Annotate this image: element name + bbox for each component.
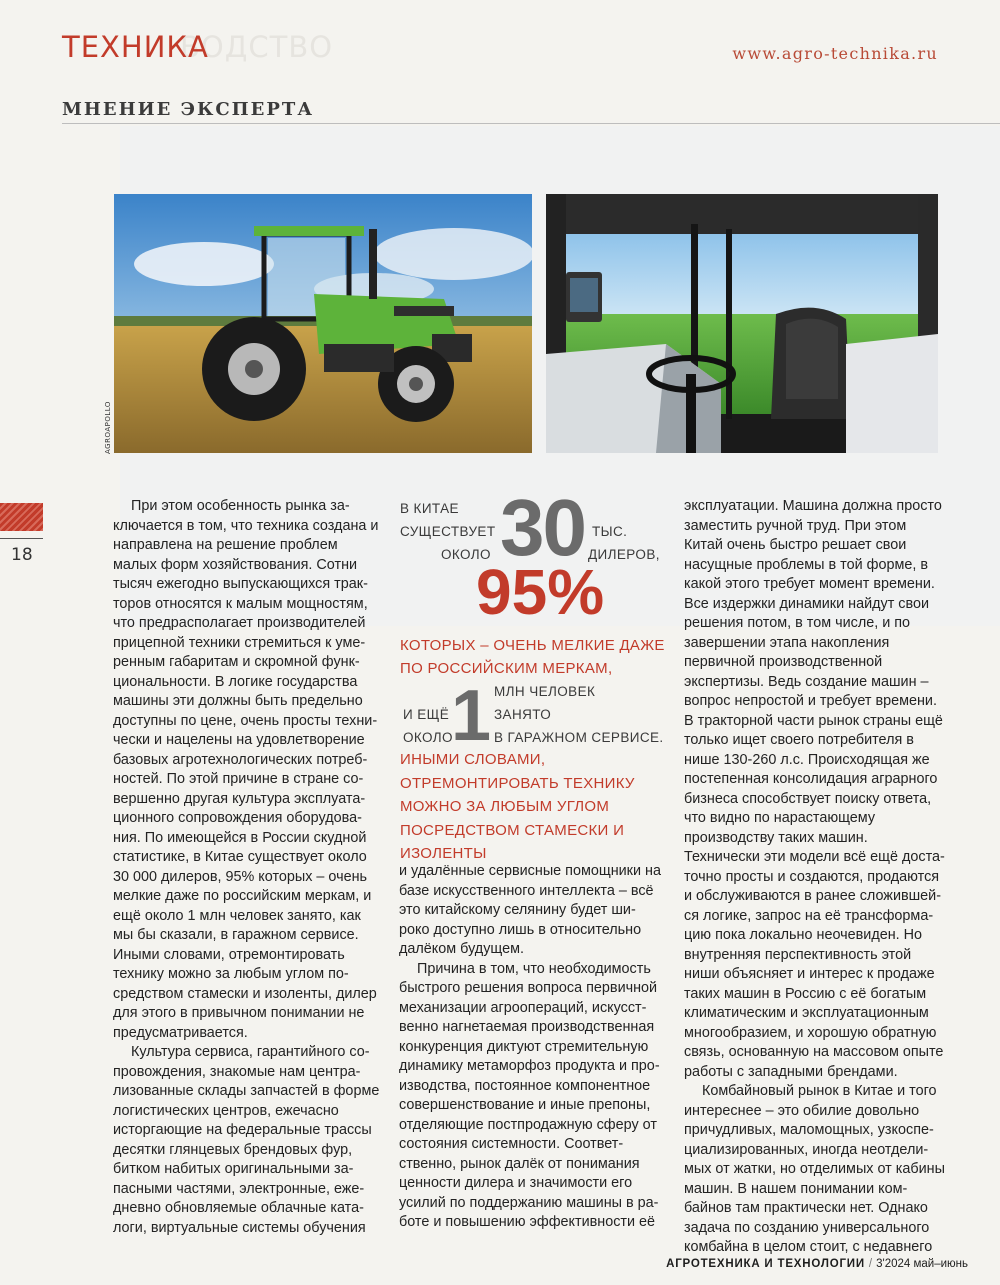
site-url[interactable]: www.agro-technika.ru	[732, 44, 938, 63]
header-divider	[62, 123, 1000, 124]
page-tab-marker	[0, 503, 43, 531]
infographic-people-3: В ГАРАЖНОМ СЕРВИСЕ.	[494, 730, 664, 745]
infographic-red-text-1: КОТОРЫХ – ОЧЕНЬ МЕЛКИЕ ДАЖЕ ПО РОССИЙСКИМ МЕРКАМ,	[400, 637, 665, 677]
infographic-unit-thousand: ТЫС.	[592, 524, 628, 539]
left-column	[113, 497, 383, 1238]
infographic-unit-dealers: ДИЛЕРОВ,	[588, 547, 660, 562]
middle-paragraph-1: и удалённые сервисные помощники на базе искусственного интеллекта – всё это китайскому селянину будет широко доступно лишь в относительно далёком будущем.	[399, 863, 661, 957]
page-tab-line	[0, 538, 43, 539]
left-paragraph-2: Культура сервиса, гарантийного сопровождения, знакомые нам централизованные склады запчастей в форме логистических центров, ежечасно исторгающие на федеральные трассы десятки глянцевых брендовых фур, битком набитых оригинальными запасными частями, электронные, ежедневно обновляемые облачные каталоги, виртуальные системы обучения	[113, 1044, 380, 1236]
infographic-and-still: И ЕЩЁ	[403, 707, 450, 722]
infographic-people-1: МЛН ЧЕЛОВЕК	[494, 684, 596, 699]
tractor-illustration	[114, 194, 532, 453]
infographic-red-text-2: ИНЫМИ СЛОВАМИ, ОТРЕМОНТИРОВАТЬ ТЕХНИКУ МОЖНО ЗА ЛЮБЫМ УГЛОМ ПОСРЕДСТВОМ СТАМЕСКИ И ИЗОЛЕНТЫ	[400, 751, 635, 862]
right-paragraph-1: эксплуатации. Машина должна просто заместить ручной труд. При этом Китай очень быстро решает свои насущные проблемы в той форме, в какой этого требует момент времени. Все издержки динамики найдут свои решения потом, в том числе, и по завершении этапа накопления первичной производственной экспертизы. Ведь создание машин – вопрос непростой и требует времени. В тракторной части рынок страны ещё только ищет своего потребителя в нише 130-260 л.с. Происходящая же постепенная консолидация аграрного бизнеса способствует поиску ответа, что видно по нарастающему производству таких машин. Технически эти модели всё ещё достаточно просты и создаются, продаются и обслуживаются в ранее сложившейся логике, запрос на её трансформацию пока локально неочевиден. Но внутренняя перспективность этой ниши объясняет и интерес к продаже таких машин в Россию с её богатым климатическим и эксплуатационным многообразием, и хорошую обратную связь, основанную на массовом опыте работы с западными брендами.	[684, 498, 945, 1080]
tractor-photo	[114, 194, 532, 453]
footer	[666, 1258, 968, 1270]
rubric-title: МНЕНИЕ ЭКСПЕРТА	[62, 99, 314, 120]
middle-paragraph-2: Причина в том, что необходимость быстрого решения вопроса первичной механизации агроопераций, искусственно нагнетаемая производственная конкуренция диктуют стремительную динамику метаморфоз продукта и производства, постоянное компонентное совершенствование и иные препоны, отделяющие постпродажную сферу от состояния системности. Соответственно, рынок далёк от понимания ценности дилера и значимости его усилий по поддержанию машины в работе и повышению эффективности её	[399, 960, 660, 1230]
cabin-illustration	[546, 194, 938, 453]
right-column	[684, 497, 946, 1258]
left-paragraph-1: При этом особенность рынка заключается в том, что техника создана и направлена на решение проблем малых форм хозяйствования. Сотни тысяч ежегодно выпускающихся тракторов относятся к малым мощностям, что предрасполагает производителей прицепной техники стремиться к умеренным габаритам и скромной функциональности. В логике государства машины эти должны быть предельно доступны по цене, очень просты технически и нацелены на удовлетворение базовых агротехнологических потребностей. По этой причине в стране совершенно другая культура эксплуатационного сопровождения оборудования. По имеющейся в России скудной статистике, в Китае существует около 30 000 дилеров, 95% которых – очень мелкие даже по российским меркам, и ещё около 1 млн человек занято, как мы бы сказали, в гаражном сервисе. Иными словами, отремонтировать технику можно за любым углом посредством стамески и изоленты, дилер для этого в привычном понимании не предусматривается.	[113, 498, 379, 1041]
infographic-about: ОКОЛО	[403, 730, 453, 745]
infographic-line-3: ОКОЛО	[441, 547, 491, 562]
footer-issue: 3'2024 май–июнь	[876, 1258, 968, 1270]
infographic-people-2: ЗАНЯТО	[494, 707, 552, 722]
section-ghost-text: ВОДСТВО	[180, 30, 334, 64]
footer-magazine: АГРОТЕХНИКА И ТЕХНОЛОГИИ	[666, 1258, 865, 1270]
footer-separator: /	[868, 1258, 873, 1270]
page-number: 18	[11, 545, 33, 565]
infographic-percent-95: 95%	[476, 556, 605, 628]
photo-credit: AGROAPOLLO	[104, 401, 112, 454]
infographic-number-1: 1	[451, 676, 492, 756]
middle-column	[399, 862, 661, 1233]
section-title: ТЕХНИКА	[62, 30, 209, 64]
infographic-number-30: 30	[500, 483, 585, 572]
infographic-line-1: В КИТАЕ	[400, 501, 459, 516]
right-paragraph-2: Комбайновый рынок в Китае и того интереснее – это обилие довольно причудливых, маломощных, узкоспециализированных, иногда неотделимых от жатки, но отделимых от кабины машин. В нашем понимании комбайнов там практически нет. Однако задача по созданию универсального комбайна в целом стоит, с недавнего	[684, 1083, 945, 1255]
cabin-photo	[546, 194, 938, 453]
infographic-line-2: СУЩЕСТВУЕТ	[400, 524, 496, 539]
